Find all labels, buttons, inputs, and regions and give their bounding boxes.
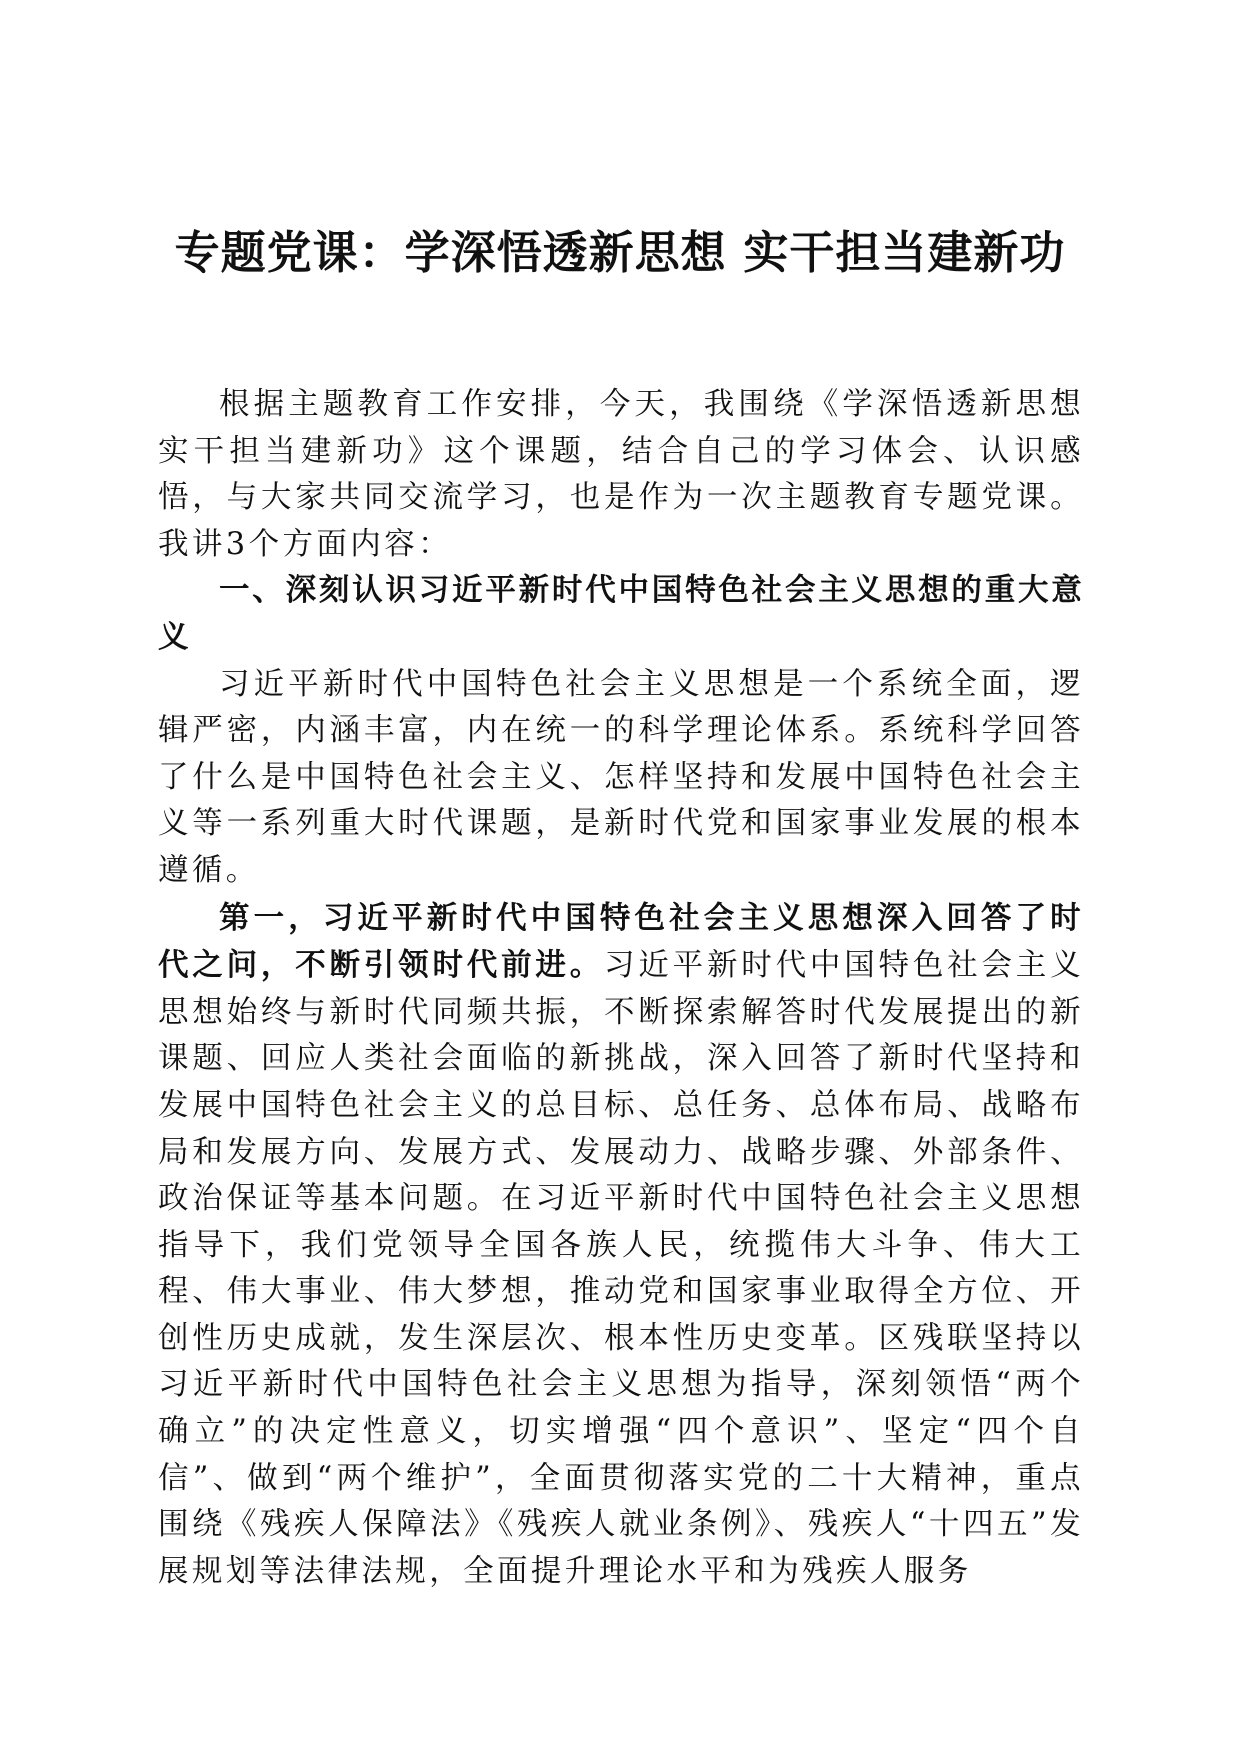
point-1-paragraph — [158, 895, 1084, 1596]
section-heading-1: 一、深刻认识习近平新时代中国特色社会主义思想的重大意义 — [158, 573, 1084, 655]
document-title: 专题党课：学深悟透新思想 实干担当建新功 — [174, 226, 1066, 279]
point-1-body: 习近平新时代中国特色社会主义思想始终与新时代同频共振，不断探索解答时代发展提出的新课题、回应人类社会面临的新挑战，深入回答了新时代坚持和发展中国特色社会主义的总目标、总任务、总体布局、战略布局和发展方向、发展方式、发展动力、战略步骤、外部条件、政治保证等基本问题。在习近平新时代中国特色社会主义思想指导下，我们党领导全国各族人民，统揽伟大斗争、伟大工程、伟大事业、伟大梦想，推动党和国家事业取得全方位、开创性历史成就，发生深层次、根本性历史变革。区残联坚持以习近平新时代中国特色社会主义思想为指导，深刻领悟“两个确立”的决定性意义，切实增强“四个意识”、坚定“四个自信”、做到“两个维护”，全面贯彻落实党的二十大精神，重点围绕《残疾人保障法》《残疾人就业条例》、残疾人“十四五”发展规划等法律法规，全面提升理论水平和为残疾人服务 — [158, 948, 1084, 1589]
document-body — [158, 382, 1084, 1595]
point-1-lead: 第一，习近平新时代中国特色社会主义思想深入回答了时代之问，不断引领时代前进。 — [158, 899, 1084, 984]
intro-paragraph: 根据主题教育工作安排，今天，我围绕《学深悟透新思想 实干担当建新功》这个课题，结合自己的学习体会、认识感悟，与大家共同交流学习，也是作为一次主题教育专题党课。我讲3个方面内容： — [158, 387, 1084, 562]
section-1-paragraph: 习近平新时代中国特色社会主义思想是一个系统全面，逻辑严密，内涵丰富，内在统一的科学理论体系。系统科学回答了什么是中国特色社会主义、怎样坚持和发展中国特色社会主义等一系列重大时代课题，是新时代党和国家事业发展的根本遵循。 — [158, 666, 1084, 888]
